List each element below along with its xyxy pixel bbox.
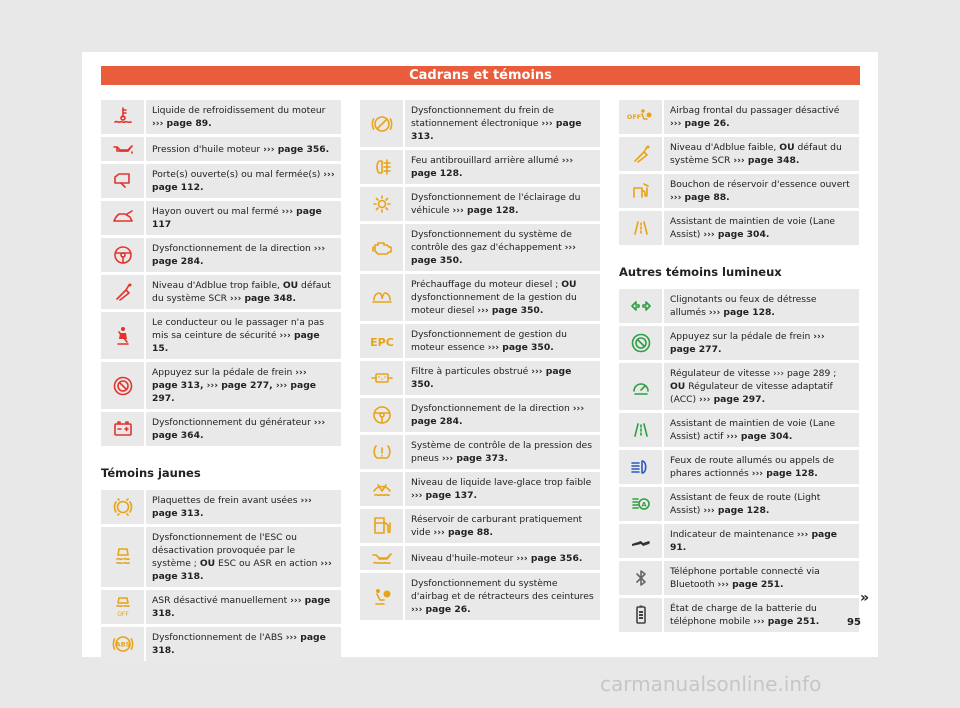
warning-row [619, 326, 859, 360]
cruise-control-icon [619, 363, 664, 410]
asr-off-icon [101, 590, 146, 624]
emphasis-text[interactable]: ››› page 88. [433, 527, 494, 538]
wrench-icon [619, 524, 664, 558]
description-text: Niveau de liquide lave-glace trop faible [411, 477, 592, 488]
bulb-failure-icon [360, 187, 405, 221]
warning-row [360, 509, 600, 543]
description-text: État de charge de la batterie du téléphone mobile [670, 603, 817, 627]
warning-row [101, 362, 341, 409]
warning-row [360, 274, 600, 321]
warning-description [405, 274, 600, 321]
description-text: Régulateur de vitesse ››› page 289 ; [670, 368, 837, 379]
column-3 [619, 100, 859, 635]
description-text: Niveau d'huile-moteur [411, 552, 514, 564]
description-text: Bouchon de réservoir d'essence ouvert [670, 179, 850, 190]
fuel-cap-icon [619, 174, 664, 208]
warning-description [664, 137, 859, 171]
description-text: Dysfonctionnement de l'ABS [152, 632, 283, 643]
warning-row [360, 546, 600, 570]
description-text: Airbag frontal du passager désactivé [670, 105, 840, 116]
emphasis-text[interactable]: ››› page 356. [263, 143, 330, 155]
description-text: défaut du système SCR [670, 142, 842, 166]
warning-description [664, 211, 859, 245]
warning-row [619, 289, 859, 323]
steering-wheel-icon [101, 238, 146, 272]
warning-description [146, 527, 341, 587]
tyre-pressure-icon [360, 435, 405, 469]
emphasis-text: OU [282, 280, 299, 291]
oil-level-icon [360, 546, 405, 570]
description-text: Dysfonctionnement du système d'airbag et de rétracteurs des ceintures [411, 578, 594, 602]
bluetooth-icon [619, 561, 664, 595]
page-header [101, 66, 860, 85]
brake-pedal-icon [101, 362, 146, 409]
emphasis-text[interactable]: ››› page 277. [670, 331, 825, 355]
emphasis-text[interactable]: ››› page 348. [733, 155, 800, 166]
warning-row [619, 561, 859, 595]
warning-description [664, 450, 859, 484]
description-text: Dysfonctionnement de la direction [411, 403, 570, 414]
warning-row [619, 174, 859, 208]
description-text: Dysfonctionnement de la direction [152, 243, 311, 254]
warning-description [146, 275, 341, 309]
emphasis-text[interactable]: ››› page 348. [229, 293, 296, 304]
warning-row [101, 275, 341, 309]
warning-row [360, 150, 600, 184]
description-text: Téléphone portable connecté via Bluetooth [670, 566, 820, 590]
icon-label: EPC [369, 336, 394, 349]
warning-description [146, 590, 341, 624]
section-title: Témoins jaunes [101, 466, 201, 480]
emphasis-text[interactable]: ››› page 318. [152, 632, 326, 656]
warning-row [619, 137, 859, 171]
warning-row [619, 450, 859, 484]
warning-description [405, 573, 600, 620]
description-text: Filtre à particules obstrué [411, 366, 529, 377]
oil-can-icon [101, 137, 146, 161]
description-text: Dysfonctionnement de l'ESC ou désactivation provoquée par le système ; [152, 532, 297, 569]
warning-description [146, 312, 341, 359]
adblue-icon [619, 137, 664, 171]
icon-label: OFF [626, 113, 641, 121]
coolant-icon [101, 100, 146, 134]
warning-row [101, 527, 341, 587]
emphasis-text[interactable]: ››› page 313. [152, 495, 312, 519]
warning-row [619, 487, 859, 521]
warning-row [101, 238, 341, 272]
emphasis-text[interactable]: ››› page 251. [753, 616, 820, 627]
description-text: Appuyez sur la pédale de frein [152, 367, 293, 378]
brake-pads-icon [101, 490, 146, 524]
emphasis-text[interactable]: ››› page 350. [477, 305, 544, 316]
warning-description [664, 524, 859, 558]
section-title: Autres témoins lumineux [619, 265, 782, 279]
esc-icon [101, 527, 146, 587]
emphasis-text[interactable]: ››› page 313. [411, 118, 582, 142]
description-text: Feu antibrouillard arrière allumé [411, 155, 559, 166]
emphasis-text[interactable]: ››› page 318. [152, 595, 331, 619]
warning-row [101, 490, 341, 524]
warning-row [619, 100, 859, 134]
emphasis-text: OU [199, 558, 216, 569]
warning-row [619, 598, 859, 632]
description-text: défaut du système SCR [152, 280, 331, 304]
airbag-icon [360, 573, 405, 620]
warning-description [664, 561, 859, 595]
emphasis-text[interactable]: ››› page 373. [441, 453, 508, 464]
emphasis-text[interactable]: ››› page 284. [152, 243, 326, 267]
warning-description [405, 435, 600, 469]
svg-text:A: A [640, 500, 647, 509]
warning-description [405, 100, 600, 147]
warning-row [360, 324, 600, 358]
description-text: Dysfonctionnement du système de contrôle des gaz d'échappement [411, 229, 572, 253]
emphasis-text[interactable]: ››› page 128. [411, 155, 574, 179]
warning-description [405, 548, 588, 569]
description-text: dysfonctionnement de la gestion du moteur diesel [411, 292, 577, 316]
description-text: Assistant de maintien de voie (Lane Assist) actif [670, 418, 836, 442]
warning-row [101, 312, 341, 359]
seatbelt-icon [101, 312, 146, 359]
emphasis-text[interactable]: ››› page 26. [411, 604, 471, 615]
abs-icon [101, 627, 146, 661]
lane-assist-icon [619, 413, 664, 447]
description-text: Clignotants ou feux de détresse allumés [670, 294, 817, 318]
emphasis-text[interactable]: ››› page 26. [670, 118, 730, 129]
high-beam-icon [619, 450, 664, 484]
emphasis-text[interactable]: ››› page 128. [708, 307, 775, 318]
description-text: Le conducteur ou le passager n'a pas mis sa ceinture de sécurité [152, 317, 324, 341]
warning-description [405, 361, 600, 395]
emphasis-text[interactable]: ››› page 304. [703, 229, 770, 240]
description-text: Hayon ouvert ou mal fermé [152, 206, 279, 217]
door-open-icon [101, 164, 146, 198]
adblue-icon [101, 275, 146, 309]
warning-description [405, 398, 600, 432]
brake-pedal-icon [619, 326, 664, 360]
warning-description [146, 201, 341, 235]
emphasis-text[interactable]: ››› page 350. [411, 242, 576, 266]
description-text: Assistant de maintien de voie (Lane Assist) [670, 216, 836, 240]
description-text: Plaquettes de frein avant usées [152, 495, 298, 506]
phone-battery-icon [619, 598, 664, 632]
emphasis-text[interactable]: ››› page 128. [703, 505, 770, 516]
warning-description [405, 509, 600, 543]
svg-text:OFF: OFF [116, 611, 129, 618]
warning-description [146, 412, 341, 446]
emphasis-text[interactable]: ››› page 364. [152, 417, 326, 441]
warning-description [146, 490, 341, 524]
emphasis-text[interactable]: ››› page 318. [152, 558, 332, 582]
description-text: Pression d'huile moteur [152, 143, 261, 155]
watermark: carmanualsonline.info [600, 672, 822, 696]
warning-description [146, 100, 341, 134]
emphasis-text: OU [561, 279, 577, 290]
warning-description [146, 164, 341, 198]
warning-description [405, 224, 600, 271]
particle-filter-icon [360, 361, 405, 395]
description-text: Dysfonctionnement du frein de stationnement électronique [411, 105, 554, 129]
emphasis-text[interactable]: ››› page 89. [152, 118, 212, 129]
parking-brake-icon [360, 100, 405, 147]
description-text: Porte(s) ouverte(s) ou mal fermée(s) [152, 169, 321, 180]
glow-plug-icon [360, 274, 405, 321]
warning-description [405, 324, 600, 358]
warning-row [101, 137, 341, 161]
description-text: Feux de route allumés ou appels de phares actionnés [670, 455, 835, 479]
steering-wheel-icon [360, 398, 405, 432]
emphasis-text[interactable]: ››› page 350. [411, 366, 572, 390]
emphasis-text[interactable]: ››› page 350. [487, 342, 554, 353]
emphasis-text: OU [670, 381, 686, 392]
emphasis-text[interactable]: ››› page 88. [670, 192, 730, 203]
epc-icon [360, 324, 405, 358]
description-text: Dysfonctionnement de l'éclairage du véhicule [411, 192, 581, 216]
warning-row [101, 164, 341, 198]
warning-row [101, 590, 341, 624]
warning-description [664, 413, 859, 447]
warning-row [101, 100, 341, 134]
description-text: Préchauffage du moteur diesel ; [411, 279, 559, 290]
airbag-off-icon [619, 100, 664, 134]
warning-row [360, 472, 600, 506]
warning-row [101, 201, 341, 235]
emphasis-text[interactable]: ››› page 128. [751, 468, 818, 479]
emphasis-text[interactable]: ››› page 304. [726, 431, 793, 442]
warning-row [360, 398, 600, 432]
warning-description [664, 363, 859, 410]
emphasis-text[interactable]: ››› page 112. [152, 169, 335, 193]
description-text: Indicateur de maintenance [670, 529, 794, 540]
emphasis-text[interactable]: ››› page 251. [717, 579, 784, 590]
emphasis-text[interactable]: ››› page 297. [699, 394, 766, 405]
description-text: Niveau d'Adblue faible, [670, 142, 777, 153]
emphasis-text[interactable]: ››› page 15. [152, 330, 320, 354]
warning-row [619, 524, 859, 558]
fuel-pump-icon [360, 509, 405, 543]
svg-text:ABS: ABS [115, 640, 130, 649]
warning-description [664, 326, 859, 360]
description-text: Niveau d'Adblue trop faible, [152, 280, 280, 291]
description-text: Assistant de feux de route (Light Assist) [670, 492, 821, 516]
warning-description [146, 139, 335, 160]
warning-row [360, 573, 600, 620]
emphasis-text: OU [779, 142, 795, 153]
lane-assist-icon [619, 211, 664, 245]
warning-description [405, 187, 600, 221]
description-text: Dysfonctionnement de gestion du moteur essence [411, 329, 567, 353]
warning-description [146, 362, 341, 409]
description-text: ASR désactivé manuellement [152, 595, 288, 606]
washer-fluid-icon [360, 472, 405, 506]
warning-description [405, 150, 600, 184]
emphasis-text[interactable]: ››› page 313, ››› page 277, ››› page 297. [152, 367, 316, 404]
description-text: Dysfonctionnement du générateur [152, 417, 311, 428]
description-text: Régulateur de vitesse adaptatif (ACC) [670, 381, 833, 405]
tailgate-open-icon [101, 201, 146, 235]
emphasis-text[interactable]: ››› page 128. [452, 205, 519, 216]
warning-row [619, 363, 859, 410]
warning-row [101, 412, 341, 446]
column-2 [360, 100, 600, 623]
warning-description [664, 174, 859, 208]
continue-mark: » [860, 590, 870, 606]
warning-row [619, 211, 859, 245]
emphasis-text[interactable]: ››› page 284. [411, 403, 585, 427]
engine-icon [360, 224, 405, 271]
warning-description [146, 238, 341, 272]
description-text: ESC ou ASR en action [218, 558, 318, 569]
emphasis-text[interactable]: ››› page 91. [670, 529, 838, 553]
warning-description [405, 472, 600, 506]
description-text: Appuyez sur la pédale de frein [670, 331, 811, 342]
warning-description [664, 289, 859, 323]
light-assist-icon [619, 487, 664, 521]
emphasis-text[interactable]: ››› page 137. [411, 490, 478, 501]
warning-row [360, 187, 600, 221]
page-number: 95 [847, 617, 861, 628]
emphasis-text[interactable]: ››› page 356. [516, 552, 583, 564]
column-1 [101, 100, 341, 664]
description-text: Liquide de refroidissement du moteur [152, 105, 326, 116]
description-text: Réservoir de carburant pratiquement vide [411, 514, 583, 538]
turn-signal-icon [619, 289, 664, 323]
header-title: Cadrans et témoins [409, 68, 552, 83]
warning-row [360, 435, 600, 469]
warning-row [360, 100, 600, 147]
emphasis-text[interactable]: ››› page 117 [152, 206, 322, 230]
rear-fog-icon [360, 150, 405, 184]
warning-description [664, 100, 859, 134]
warning-row [360, 361, 600, 395]
warning-description [664, 598, 859, 632]
warning-row [619, 413, 859, 447]
warning-row [101, 627, 341, 661]
description-text: Système de contrôle de la pression des pneus [411, 440, 592, 464]
warning-description [664, 487, 859, 521]
warning-description [146, 627, 341, 661]
battery-icon [101, 412, 146, 446]
warning-row [360, 224, 600, 271]
